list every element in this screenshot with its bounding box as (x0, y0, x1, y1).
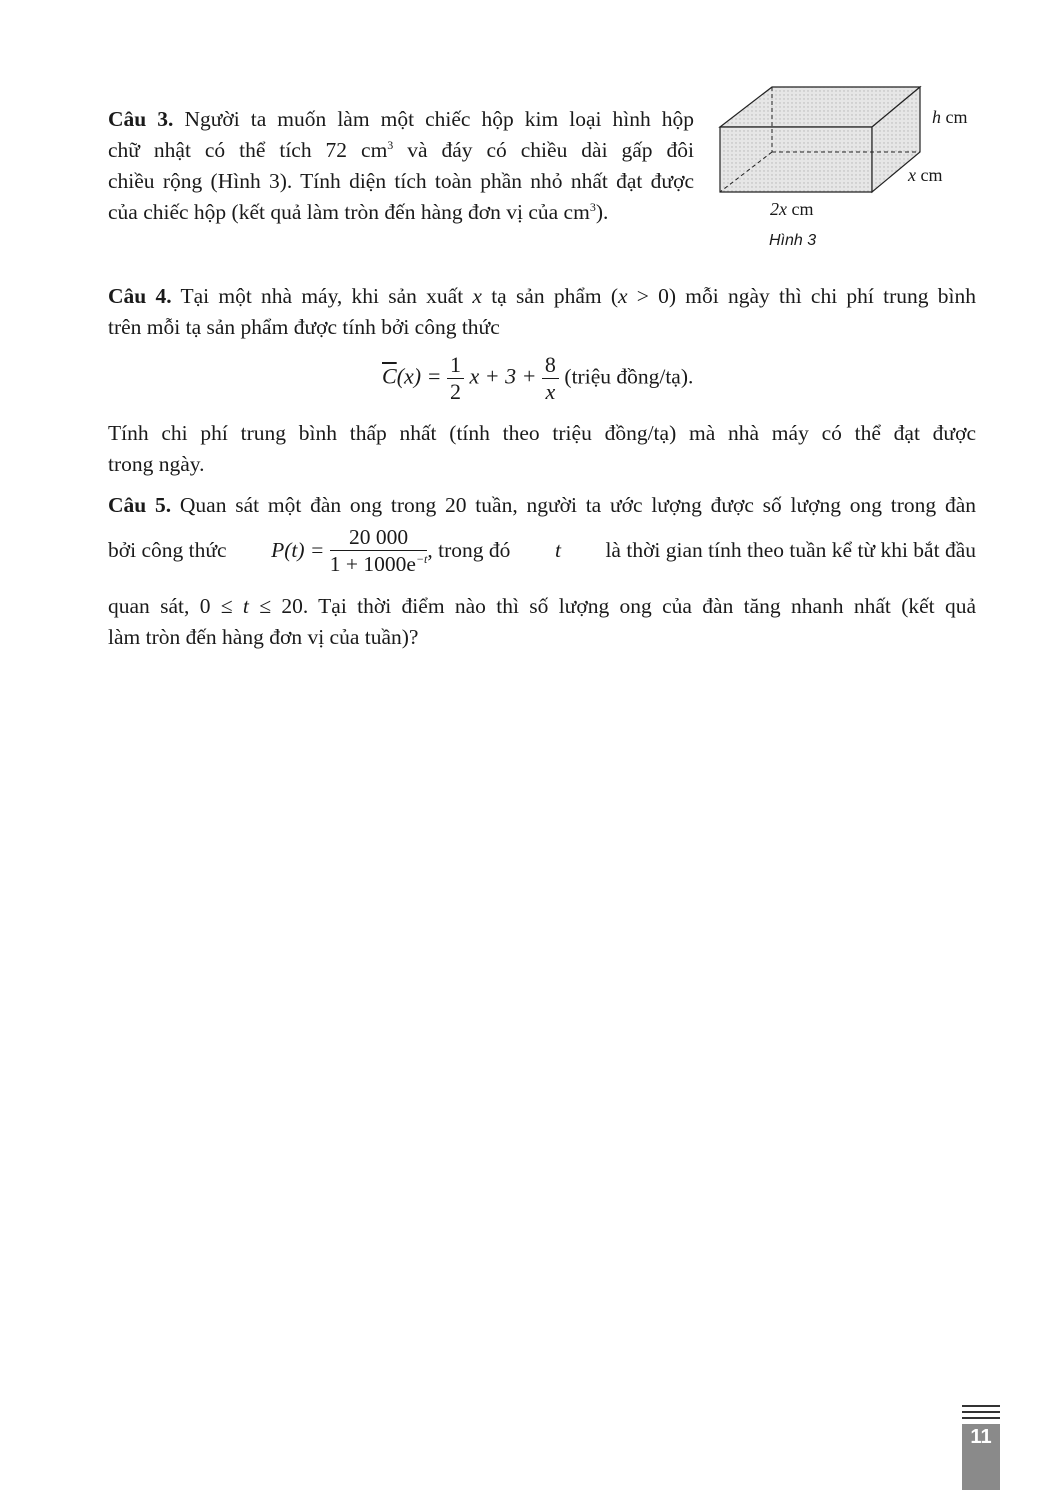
page-tab-rule (962, 1411, 1000, 1413)
q5-label: Câu 5. (108, 493, 172, 517)
q3-line-3: chiều rộng (Hình 3). Tính diện tích toàn phần nhỏ nhất đạt được (108, 169, 694, 193)
page-tab-rule (962, 1405, 1000, 1407)
label-x: x cm (908, 165, 943, 185)
population-formula: P(t) = $\frac{20 000}{1 + 1000e^{-t}}$ , trong đó (271, 525, 511, 576)
q4-line-1: Câu 4. Tại một nhà máy, khi sản xuất x tạ sản phẩm (x > 0) mỗi ngày thì chi phí trung bình (108, 284, 976, 308)
q3-line-2: chữ nhật có thể tích 72 $cm^3$ và đáy có chiều dài gấp đôi (108, 137, 694, 162)
q5-line-2: bởi công thức P(t) = $\frac{20 000}{1 + 1000e^{-t}}$ , trong đó t là thời gian tính theo tuần kể từ khi bắt đầu (108, 525, 976, 576)
label-2x: 2x cm (770, 199, 814, 219)
q5-line-1: Câu 5. Quan sát một đàn ong trong 20 tuần, người ta ước lượng được số lượng ong trong đàn (108, 493, 976, 517)
q3-line-1: Câu 3. Người ta muốn làm một chiếc hộp kim loại hình hộp (108, 107, 695, 131)
box-diagram (715, 82, 935, 202)
fraction-eight-over-x: $\frac{8}{x}$ (542, 352, 559, 405)
q4-label: Câu 4. (108, 284, 172, 308)
page-tab-rule (962, 1417, 1000, 1419)
q3-label: Câu 3. (108, 107, 174, 131)
q3-line-4: của chiếc hộp (kết quả làm tròn đến hàng đơn vị của $cm^3$). (108, 199, 609, 224)
q5-line-3: quan sát, 0 ≤ t ≤ 20. Tại thời điểm nào thì số lượng ong của đàn tăng nhanh nhất (kết quả (108, 594, 976, 618)
fraction-one-half: $\frac{1}{2}$ (447, 352, 464, 405)
figure-caption: Hình 3 (769, 232, 817, 249)
q4-line-3: Tính chi phí trung bình thấp nhất (tính theo triệu đồng/tạ) mà nhà máy có thể đạt được (108, 421, 976, 445)
q4-line-4: trong ngày. (108, 452, 205, 476)
label-h: h cm (932, 107, 968, 127)
q5-line-4: làm tròn đến hàng đơn vị của tuần)? (108, 625, 419, 649)
page-number: 11 (970, 1426, 992, 1448)
cost-formula: $\overline{C}(x)$ = $\frac{1}{2}$ x + 3 + $\frac{8}{x}$ (triệu đồng/tạ). (382, 352, 694, 404)
fraction-population: $\frac{20 000}{1 + 1000e^{-t}}$ (329, 525, 428, 576)
q4-line-2: trên mỗi tạ sản phẩm được tính bởi công thức (108, 315, 500, 339)
